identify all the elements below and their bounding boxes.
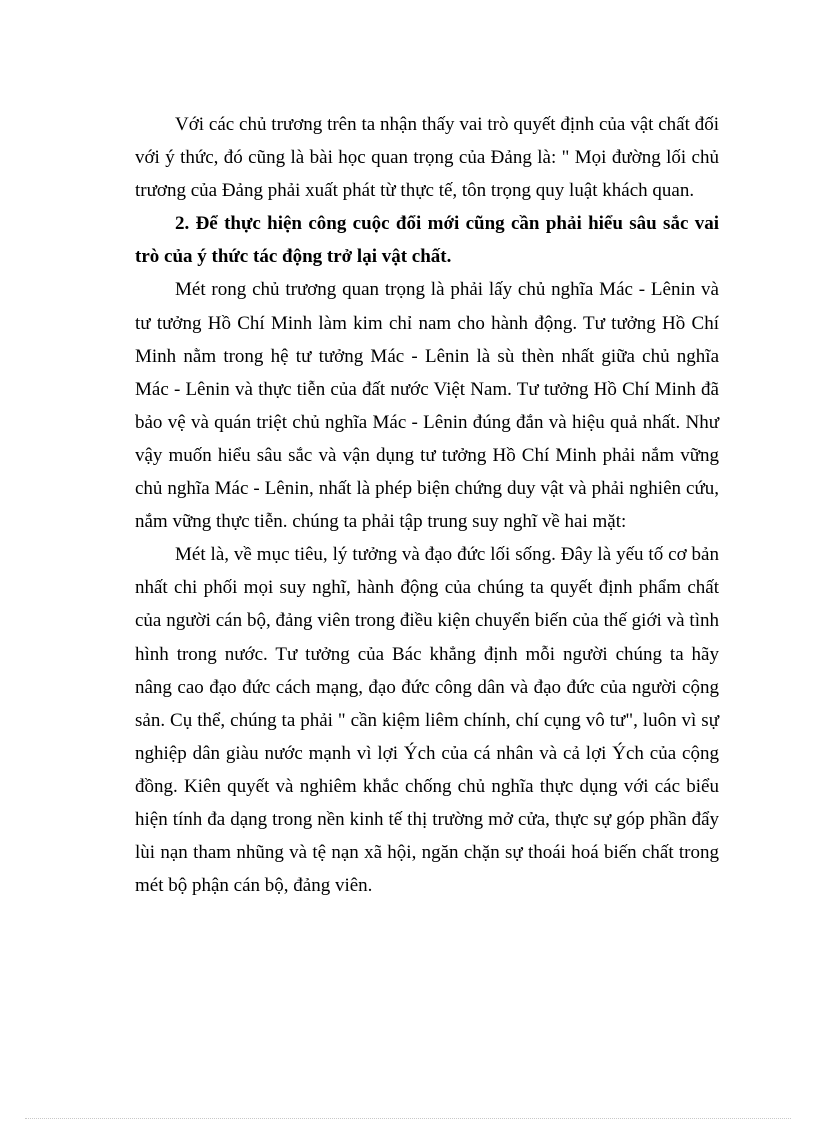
paragraph-marxism-leninism: Mét rong chủ trương quan trọng là phải lấy chủ nghĩa Mác - Lênin và tư tưởng Hồ Chí Minh làm kim chỉ nam cho hành động. Tư tưởng Hồ Chí Minh nằm trong hệ tư tưởng Mác - Lênin là sù thèn nhất giữa chủ nghĩa Mác - Lênin và thực tiễn của đất nước Việt Nam. Tư tưởng Hồ Chí Minh đã bảo vệ và quán triệt chủ nghĩa Mác - Lênin đúng đắn và hiệu quả nhất. Như vậy muốn hiểu sâu sắc và vận dụng tư tưởng Hồ Chí Minh phải nắm vững chủ nghĩa Mác - Lênin, nhất là phép biện chứng duy vật và phải nghiên cứu, nắm vững thực tiễn. chúng ta phải tập trung suy nghĩ về hai mặt:	[135, 279, 719, 533]
section-heading: 2. Để thực hiện công cuộc đổi mới cũng cần phải hiểu sâu sắc vai trò của ý thức tác động trở lại vật chất.	[135, 213, 719, 268]
page-bottom-divider	[25, 1118, 791, 1119]
document-body	[135, 108, 719, 902]
paragraph-conclusion: Với các chủ trương trên ta nhận thấy vai trò quyết định của vật chất đối với ý thức, đó cũng là bài học quan trọng của Đảng là: " Mọi đường lối chủ trương của Đảng phải xuất phát từ thực tế, tôn trọng quy luật khách quan.	[135, 114, 719, 202]
paragraph-ideals-ethics: Mét là, về mục tiêu, lý tưởng và đạo đức lối sống. Đây là yếu tố cơ bản nhất chi phối mọi suy nghĩ, hành động của chúng ta quyết định phẩm chất của người cán bộ, đảng viên trong điều kiện chuyển biến của thế giới và tình hình trong nước. Tư tưởng của Bác khẳng định mỗi người chúng ta hãy nâng cao đạo đức cách mạng, đạo đức công dân và đạo đức của người cộng sản. Cụ thể, chúng ta phải " cần kiệm liêm chính, chí cụng vô tư", luôn vì sự nghiệp dân giàu nước mạnh vì lợi Ých của cá nhân và cả lợi Ých của cộng đồng. Kiên quyết và nghiêm khắc chống chủ nghĩa thực dụng với các biểu hiện tính đa dạng trong nền kinh tế thị trường mở cửa, thực sự góp phần đẩy lùi nạn tham nhũng và tệ nạn xã hội, ngăn chặn sự thoái hoá biến chất trong mét bộ phận cán bộ, đảng viên.	[135, 544, 719, 897]
